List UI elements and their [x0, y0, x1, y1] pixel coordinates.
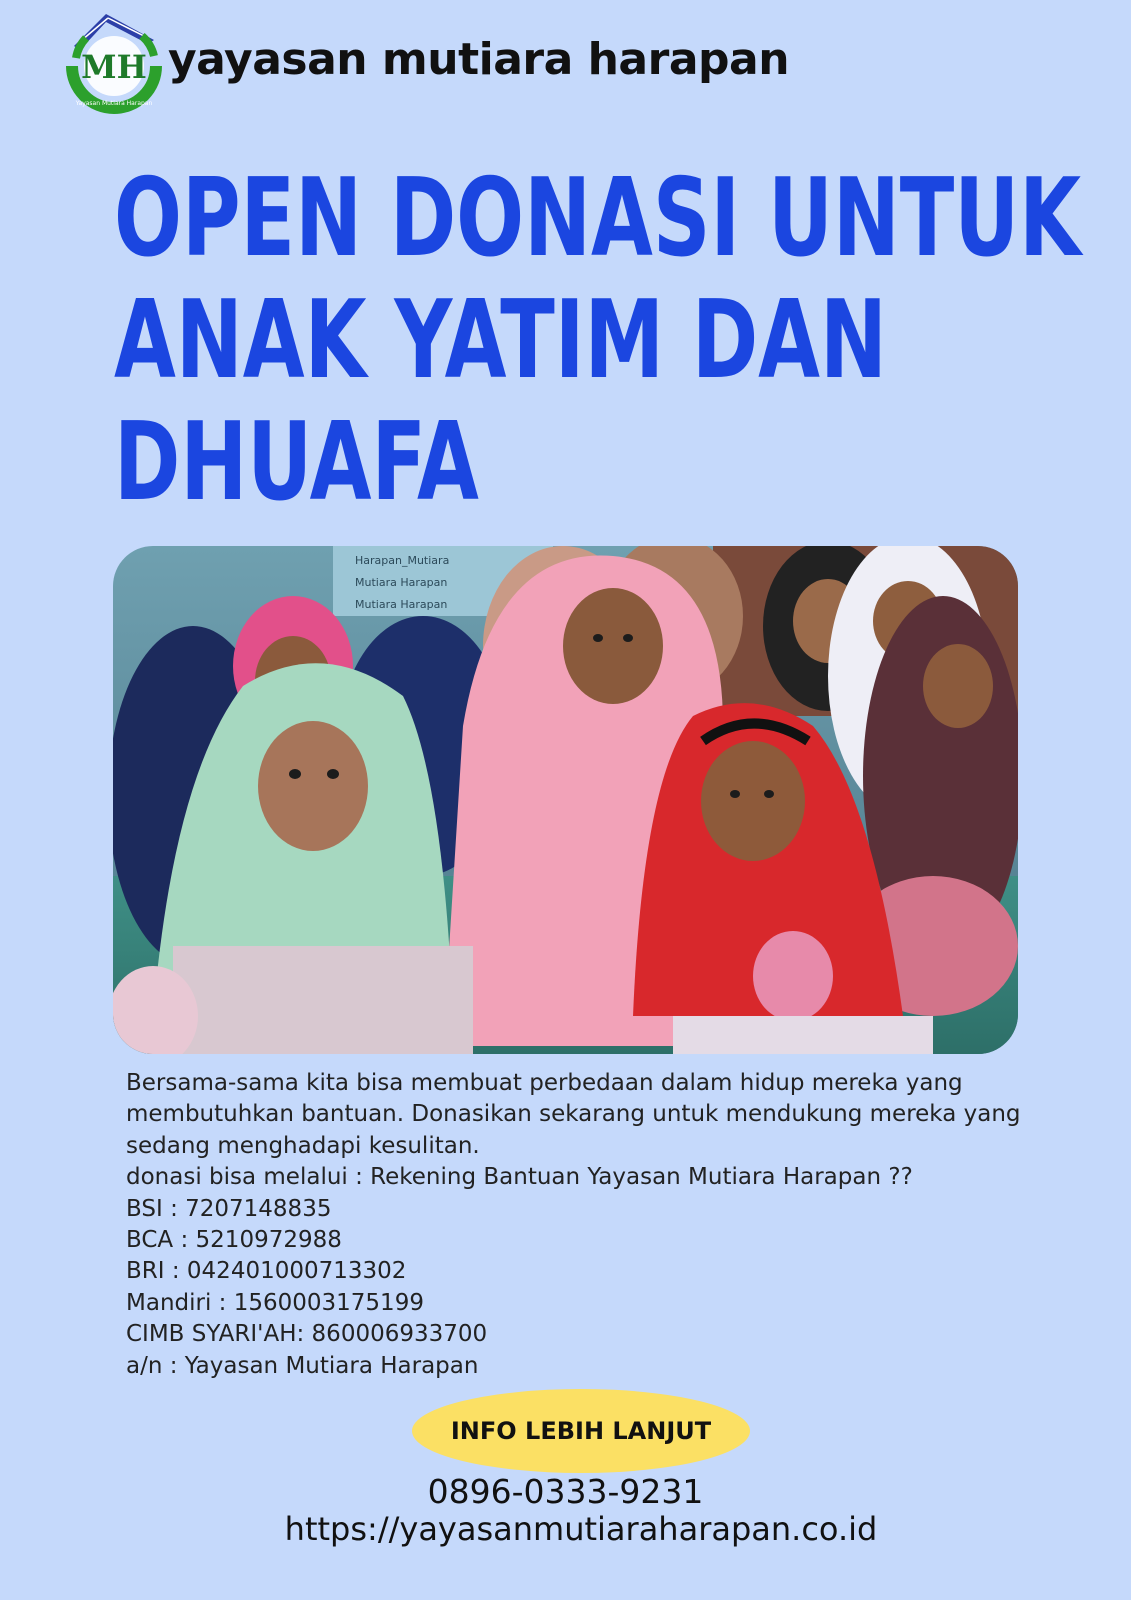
headline-line-1: OPEN DONASI UNTUK	[114, 156, 1082, 281]
children-photo	[113, 546, 1018, 1054]
headline-line-2: ANAK YATIM DAN	[114, 278, 887, 403]
phone-number: 0896-0333-9231	[427, 1472, 704, 1511]
organization-name: yayasan mutiara harapan	[168, 34, 790, 85]
description-line: sedang menghadapi kesulitan.	[126, 1132, 480, 1159]
website-link[interactable]: https://yayasanmutiaraharapan.co.id	[284, 1510, 878, 1548]
bank-account-mandiri: Mandiri : 1560003175199	[126, 1289, 424, 1316]
description-line: Bersama-sama kita bisa membuat perbedaan dalam hidup mereka yang	[126, 1070, 963, 1096]
logo-ring-text: Yayasan Mutiara Harapan	[75, 100, 153, 107]
account-holder: a/n : Yayasan Mutiara Harapan	[126, 1352, 479, 1379]
bank-account-bsi: BSI : 7207148835	[126, 1195, 332, 1222]
headline	[114, 156, 1082, 525]
banner-text-2: Mutiara Harapan	[355, 576, 448, 589]
banner-text-3: Mutiara Harapan	[355, 598, 448, 611]
organization-logo	[62, 10, 166, 118]
bank-account-bri: BRI : 042401000713302	[126, 1258, 407, 1285]
banner-text-1: Harapan_Mutiara	[355, 554, 450, 567]
headline-line-3: DHUAFA	[114, 400, 479, 525]
bank-account-cimb: CIMB SYARI'AH: 860006933700	[126, 1321, 488, 1348]
donation-description	[126, 1068, 1026, 1382]
logo-monogram: MH	[81, 48, 147, 86]
info-button[interactable]: INFO LEBIH LANJUT	[412, 1389, 750, 1473]
description-line: membutuhkan bantuan. Donasikan sekarang untuk mendukung mereka yang	[126, 1101, 1021, 1128]
bank-account-bca: BCA : 5210972988	[126, 1227, 342, 1254]
donation-method-line: donasi bisa melalui : Rekening Bantuan Yayasan Mutiara Harapan ??	[126, 1164, 913, 1191]
